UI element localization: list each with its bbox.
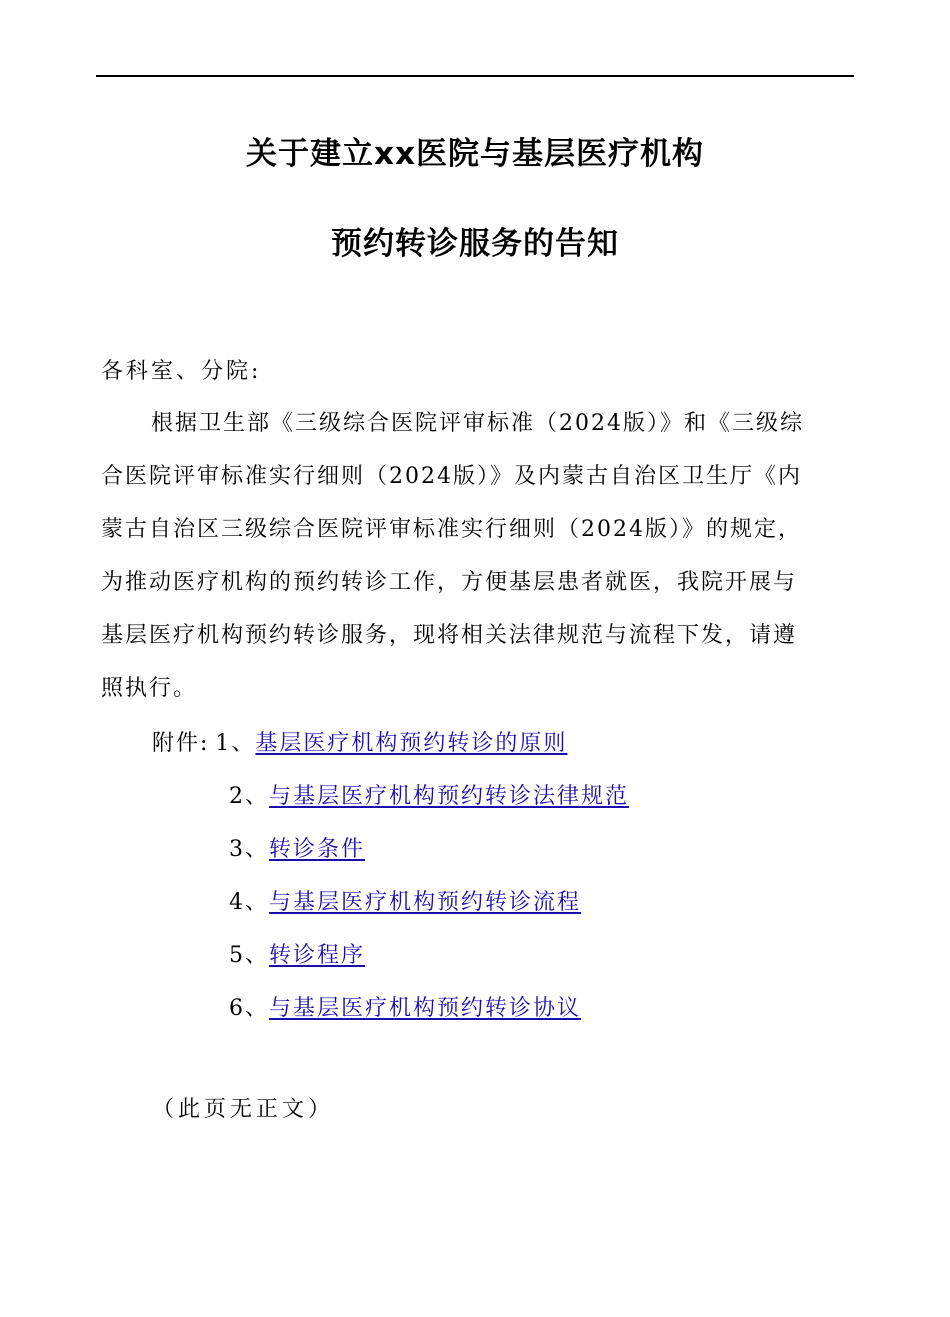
body-line: 照执行。 <box>101 676 198 701</box>
document-title-line-2: 预约转诊服务的告知 <box>331 226 619 262</box>
salutation: 各科室、分院: <box>101 359 262 384</box>
attachment-link-procedure[interactable]: 转诊程序 <box>269 943 366 968</box>
attachment-label: 附件: <box>152 731 210 756</box>
attachment-link-process[interactable]: 与基层医疗机构预约转诊流程 <box>269 890 582 915</box>
attachment-number: 2、 <box>229 784 269 809</box>
header-rule <box>96 75 854 77</box>
attachment-link-legal-norms[interactable]: 与基层医疗机构预约转诊法律规范 <box>269 784 630 809</box>
attachment-number: 6、 <box>229 996 269 1021</box>
attachment-item-1 <box>152 727 567 761</box>
attachment-number: 3、 <box>229 837 269 862</box>
attachment-item-5 <box>229 939 365 973</box>
body-paragraph <box>101 407 853 725</box>
attachment-number: 4、 <box>229 890 269 915</box>
attachment-item-6 <box>229 992 581 1026</box>
body-line: 基层医疗机构预约转诊服务，现将相关法律规范与流程下发，请遵 <box>101 623 798 648</box>
attachment-link-agreement[interactable]: 与基层医疗机构预约转诊协议 <box>269 996 582 1021</box>
attachment-link-conditions[interactable]: 转诊条件 <box>269 837 366 862</box>
attachment-item-4 <box>229 886 581 920</box>
body-line: 蒙古自治区三级综合医院评审标准实行细则（2024版）》的规定， <box>101 517 802 542</box>
attachment-number: 5、 <box>229 943 269 968</box>
body-line: 根据卫生部《三级综合医院评审标准（2024版）》和《三级综 <box>151 411 804 436</box>
attachment-item-3 <box>229 833 365 867</box>
attachment-item-2 <box>229 780 629 814</box>
attachment-number: 1、 <box>215 731 256 756</box>
document-title-line-1: 关于建立xx医院与基层医疗机构 <box>246 136 704 172</box>
footer-note: （此页无正文） <box>152 1097 335 1122</box>
body-line: 合医院评审标准实行细则（2024版）》及内蒙古自治区卫生厅《内 <box>101 464 802 489</box>
body-line: 为推动医疗机构的预约转诊工作，方便基层患者就医，我院开展与 <box>101 570 798 595</box>
attachment-link-principles[interactable]: 基层医疗机构预约转诊的原则 <box>255 731 568 756</box>
